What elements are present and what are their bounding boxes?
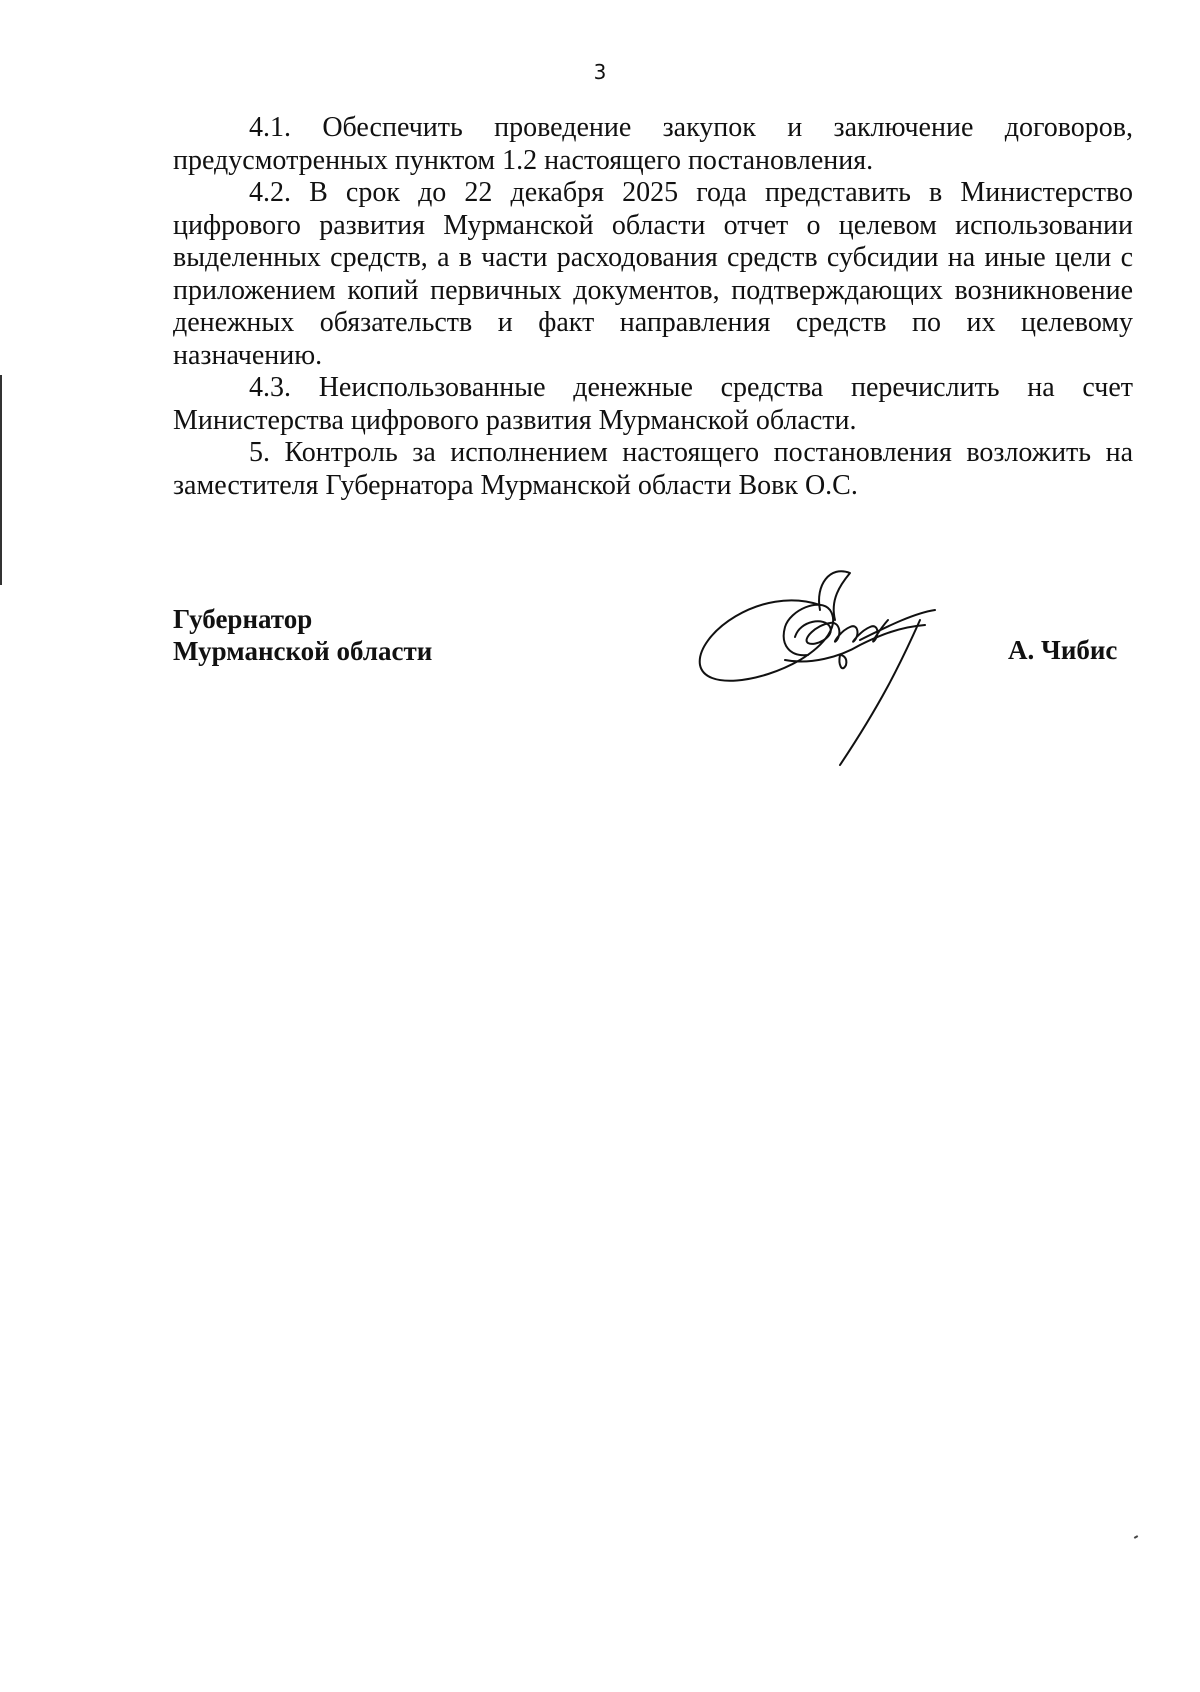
paragraph-4-3: 4.3. Неиспользованные денежные средства перечислить на счет Министерства цифрового развития Мурманской области. [173, 372, 1133, 436]
scan-artifact [1134, 1535, 1138, 1539]
position-region: Мурманской области [173, 636, 433, 666]
position-title: Губернатор [173, 604, 313, 634]
paragraph-5: 5. Контроль за исполнением настоящего постановления возложить на заместителя Губернатора Мурманской области Вовк О.С. [173, 437, 1133, 501]
handwritten-signature [690, 565, 960, 785]
scan-margin-line [0, 375, 2, 585]
signatory-position [173, 603, 432, 667]
signer-name: А. Чибис [1008, 635, 1118, 665]
document-body [173, 112, 1133, 502]
paragraph-4-1: 4.1. Обеспечить проведение закупок и заключение договоров, предусмотренных пунктом 1.2 настоящего постановления. [173, 112, 1133, 176]
paragraph-4-2: 4.2. В срок до 22 декабря 2025 года представить в Министерство цифрового развития Мурманской области отчет о целевом использовании выделенных средств, а в части расходования средств субсидии на иные цели с приложением копий первичных документов, подтверждающих возникновение денежных обязательств и факт направления средств по их целевому назначению. [173, 177, 1133, 371]
page-number: 3 [593, 60, 607, 84]
